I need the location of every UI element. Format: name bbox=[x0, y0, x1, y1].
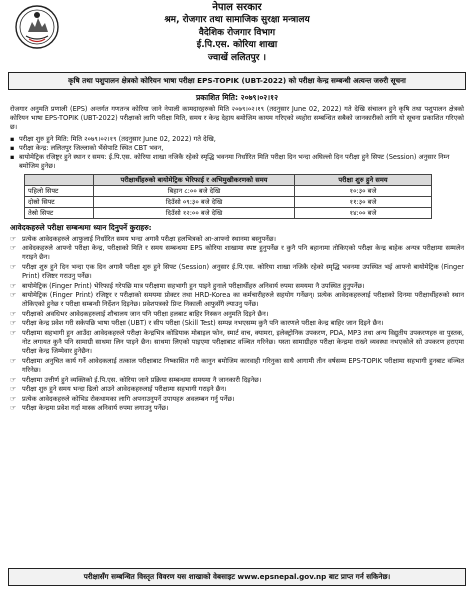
details-list bbox=[10, 135, 464, 171]
shift-start-time: १४:०० बजे bbox=[295, 207, 432, 218]
table-header-row bbox=[25, 174, 432, 185]
table-row bbox=[25, 196, 432, 207]
table-header-start: परीक्षा शुरु हुने समय bbox=[295, 174, 432, 185]
list-item: ☞ परीक्षाको अवधिभर आवेदकहरुलाई शौचालय जान पनि परीक्षा हलबाट बाहिर निस्कन अनुमति दिइने छैन। bbox=[10, 310, 464, 319]
shift-name: पहिलो सिफ्ट bbox=[25, 185, 94, 196]
publish-date: प्रकाशित मिति: २०७९।०२।१२ bbox=[195, 93, 279, 102]
list-item: ☞ परीक्षामा अनुचित कार्य गर्ने आवेदकलाई तत्काल परीक्षाबाट निष्कासित गरी कानुन बमोजिम कारवाही गरिनुका साथै आगामी तीन वर्षसम्म EPS-TOPIK परीक्षामा सहभागी हुनबाट वञ्चित गरिनेछ। bbox=[10, 357, 464, 375]
list-item: ☞ परीक्षा शुरु हुने समय भन्दा ढिलो आउने आवेदकहरुलाई परीक्षामा सहभागी गराइने छैन। bbox=[10, 385, 464, 394]
shift-name: तेस्रो सिफ्ट bbox=[25, 207, 94, 218]
detail-exam-center: ▪ परीक्षा केन्द्र: ललितपुर जिल्लाको भैंसेपाटि स्थित CBT भवन, bbox=[10, 144, 464, 153]
list-item: ☞ बायोमेट्रिक (Finger Print) भेरिफाई गरेपछि मात्र परीक्षामा सहभागी हुन पाइने हुनाले परीक्षार्थीहरु अनिवार्य रुपमा समयमा नै उपस्थित हुनुपर्नेछ। bbox=[10, 282, 464, 291]
instructions-title: आवेदकहरुले परीक्षा सम्बन्धमा ध्यान दिनुपर्ने कुराहरु: bbox=[10, 222, 152, 232]
list-item: ☞ परीक्षा केन्द्रमा प्रवेश गर्दा मास्क अनिवार्य रुपमा लगाउनु पर्नेछ। bbox=[10, 404, 464, 413]
header bbox=[8, 0, 466, 70]
shift-biometric-time: बिहान ८:०० बजे देखि bbox=[94, 185, 295, 196]
notice-banner: कृषि तथा पशुपालन क्षेत्रको कोरियन भाषा परीक्षा EPS-TOPIK (UBT-2022) को परीक्षा केन्द्र सम्बन्धी अत्यन्त जरुरी सूचना bbox=[8, 72, 466, 90]
shift-name: दोस्रो सिफ्ट bbox=[25, 196, 94, 207]
header-line-department: वैदेशिक रोजगार विभाग bbox=[198, 27, 276, 38]
list-item: ☞ परीक्षा शुरु हुने दिन भन्दा एक दिन अगावै परीक्षा शुरु हुने सिफ्ट (Session) अनुसार ई.पि.एस. कोरिया शाखा नजिकै रहेको स्मृद्धि भवनमा उपस्थित भई आफ्नो बायोमेट्रिक (Finger Print) रजिष्टर गराउनु पर्नेछ। bbox=[10, 263, 464, 281]
shift-biometric-time: दिउँसो ०९:३० बजे देखि bbox=[94, 196, 295, 207]
header-line-location: ज्वाखें ललितपुर । bbox=[208, 52, 266, 63]
table-row bbox=[25, 207, 432, 218]
detail-biometric: ▪ बायोमेट्रिक रजिष्ट्रर हुने स्थान र समय: ई.पि.एस. कोरिया शाखा नजिकै रहेको स्मृद्धि भवनमा निर्धारित मिति परीक्षा दिन भन्दा अघिल्लो दिन परीक्षा हुने सिफ्ट (Session) अनुसार निम्न बमोजिम हुनेछ। bbox=[10, 153, 464, 171]
header-line-government: नेपाल सरकार bbox=[212, 2, 262, 13]
list-item: ☞ प्रत्येक आवेदकहरुले कोभिड रोकथामका लागि अपनाउनुपर्ने उपायहरु अवलम्बन गर्नु पर्नेछ। bbox=[10, 395, 464, 404]
shift-table bbox=[24, 174, 432, 219]
footer-notice: परीक्षासँग सम्बन्धित विस्तृत विवरण यस शाखाको वेबसाइट www.epsnepal.gov.np बाट प्राप्त गर्न सकिनेछ। bbox=[8, 568, 466, 586]
shift-biometric-time: दिउँसो १२:०० बजे देखि bbox=[94, 207, 295, 218]
nepal-emblem-icon bbox=[14, 4, 60, 50]
list-item: ☞ परीक्षामा उत्तीर्ण हुने व्यक्तिको ई.पि.एस. कोरिया जाने प्रक्रिया सम्बन्धमा समयमा नै जानकारी दिइनेछ। bbox=[10, 376, 464, 385]
list-item: ☞ प्रत्येक आवेदकहरुले आफुलाई निर्धारित समय भन्दा अगावै परीक्षा हलभित्रको आ-आफ्नो स्थानमा बस्नुपर्नेछ। bbox=[10, 235, 464, 244]
instructions-list bbox=[10, 235, 464, 414]
intro-paragraph: रोजगार अनुमति प्रणाली (EPS) अन्तर्गत गणतन्त्र कोरिया जाने नेपाली कामदारहरुको मिति २०७९।०२।१९ (तदनुसार June 02, 2022) गते देखि संचालन हुने कृषि तथा पशुपालन क्षेत्रको कोरियन भाषा EPS-TOPIK (UBT-2022) परीक्षाको लागि परीक्षा मिति, समय र केन्द्र देहाय बमोजिम कायम गरिएको व्यहोरा सम्बन्धित सबैको जानकारीको लागि यो सूचना प्रकाशित गरिएको छ। bbox=[10, 105, 464, 132]
list-item: ☞ बायोमेट्रिक (Finger Print) रजिष्ट्रर र परीक्षाको समयमा प्रोक्टर तथा HRD-Korea का कर्मचारीहरुले सहयोग गर्नेछन्। प्रत्येक आवेदकहरुलाई परीक्षाको दिनमा परीक्षार्थीहरुको स्थान तोकिएको हुनेछ र परीक्षा सम्बन्धी निर्देशन दिइनेछ। प्रवेशपत्रको प्रिन्ट निकाली आफुसँगै ल्याउनु पर्नेछ। bbox=[10, 291, 464, 309]
table-row bbox=[25, 185, 432, 196]
header-line-ministry: श्रम, रोजगार तथा सामाजिक सुरक्षा मन्त्रालय bbox=[164, 15, 310, 26]
list-item: ☞ परीक्षामा सहभागी हुन आउँदा आवेदकहरुले परीक्षा केन्द्रभित्र कोडियाक मोबाइल फोन, स्मार्ट वाच, क्यामरा, इलेक्ट्रोनिक उपकरण, PDA, MP3 तथा अन्य विद्युतीय उपकरणहरु वा पुस्तक, नोट लगायत कुनै पनि सामाग्री साथमा लिन पाइने छैन। साथमा लिएको पाइएमा परीक्षाबाट वञ्चित गरिनेछ। यस्ता सामाग्रीहरु परीक्षा केन्द्रमा राख्ने व्यवस्था नभएकोले सो उपकरण हराएमा परीक्षा केन्द्र जिम्मेवार हुनेछैन। bbox=[10, 329, 464, 356]
list-item: ☞ आवेदकहरुले आफ्नो परीक्षा केन्द्र, परीक्षाको मिति र समय सम्बन्धमा EPS कोरिया शाखामा स्पष्ट हुनुपर्नेछ र कुनै पनि बहानामा तोकिएको परीक्षा केन्द्र बाहेक अन्यत्र परीक्षामा सम्मलेन गराइने छैन। bbox=[10, 244, 464, 262]
detail-exam-date: ▪ परीक्षा शुरु हुने मिति: मिति २०७९।०२।१९ (तदनुसार June 02, 2022) गते देखि, bbox=[10, 135, 464, 144]
table-header-biometric: परीक्षार्थीहरुको बायोमेट्रिक भेरिफाई र अभिमुखीकरणको समय bbox=[94, 174, 295, 185]
shift-start-time: ११:३० बजे bbox=[295, 196, 432, 207]
header-line-branch: ई.पि.एस. कोरिया शाखा bbox=[196, 40, 278, 51]
shift-start-time: १०:३० बजे bbox=[295, 185, 432, 196]
list-item: ☞ परीक्षा केन्द्र प्रवेश गरी सकेपछि भाषा परीक्षा (UBT) र सीप परीक्षा (Skill Test) सम्पन्न नभएसम्म कुनै पनि कारणले परीक्षा केन्द्र बाहिर जान दिइने छैन। bbox=[10, 319, 464, 328]
